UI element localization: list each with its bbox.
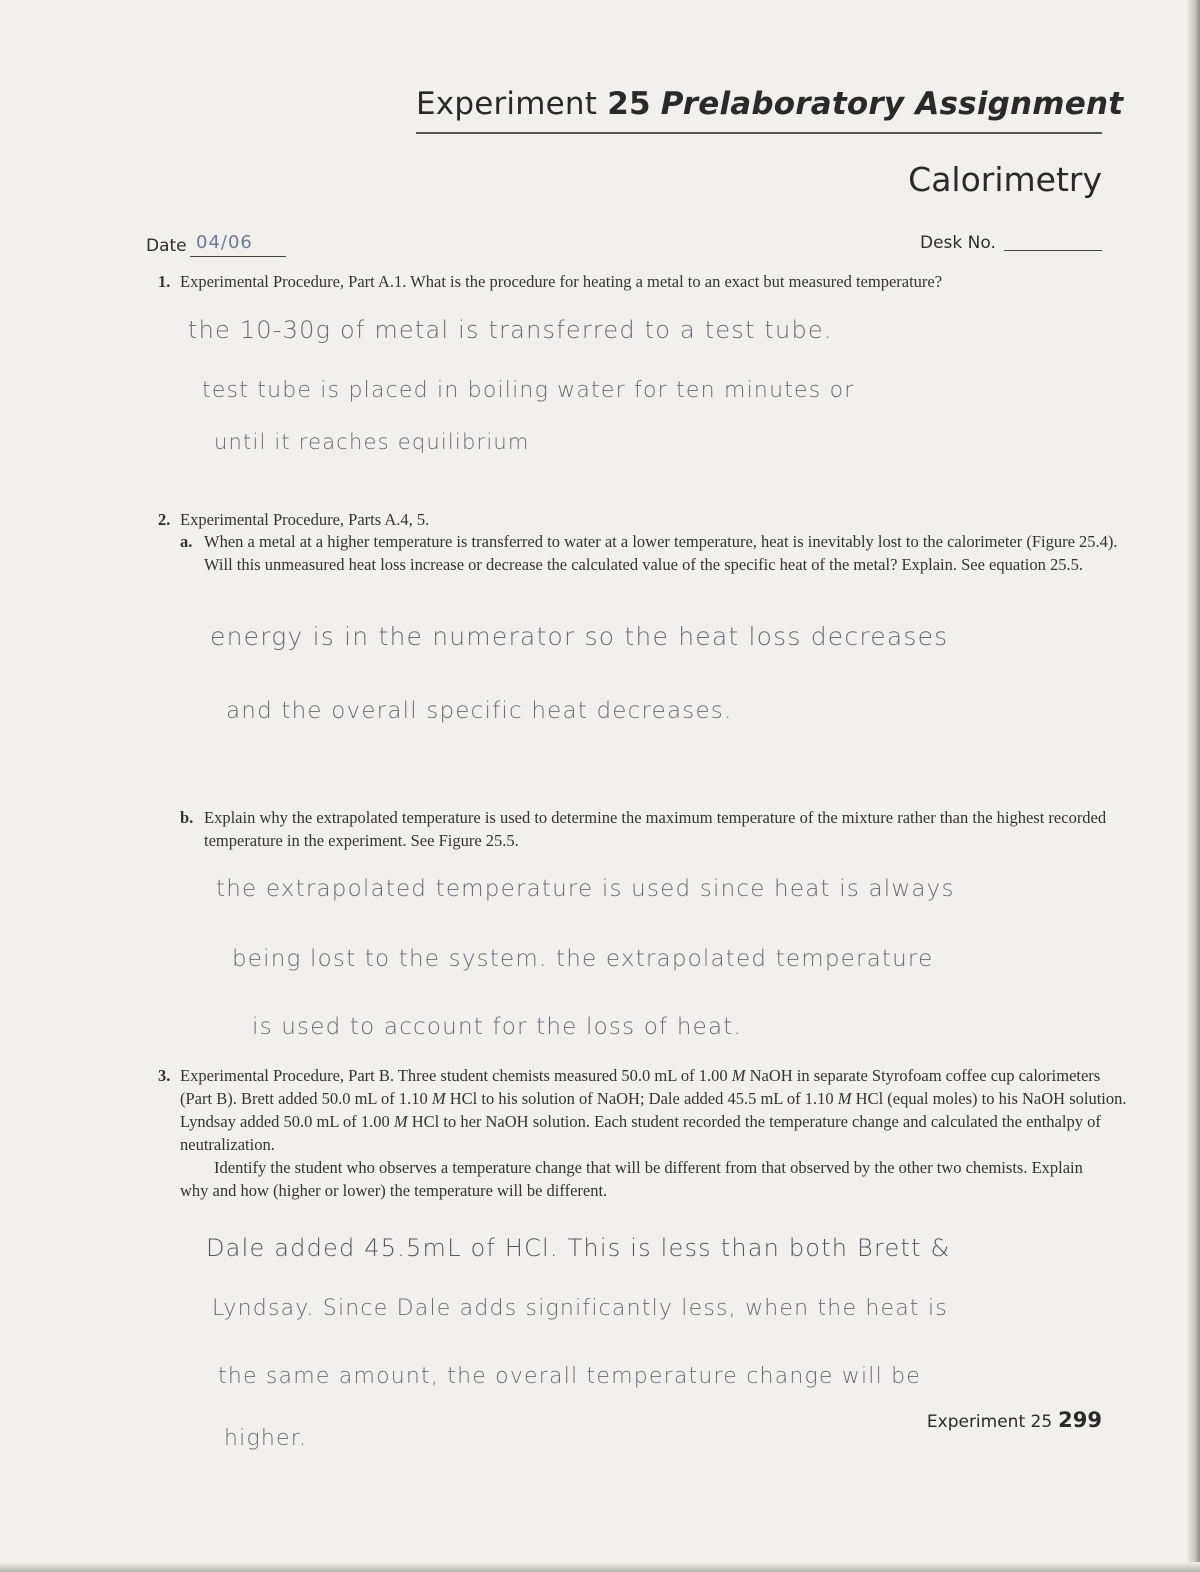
experiment-number: 25 — [607, 86, 651, 122]
question-2a-text: When a metal at a higher temperature is transferred to water at a lower temperature, heat is inevitably lost to the calorimeter (Figure 25.4). Will this unmeasured heat loss increase or decrease the calculated value of the specific heat of the metal? Explain. See equation 25.5. — [204, 532, 1118, 574]
experiment-word: Experiment — [416, 86, 598, 122]
page-title — [416, 86, 1123, 122]
page-footer — [927, 1408, 1102, 1432]
unit-molar-1: M — [731, 1066, 746, 1085]
question-2-text: Experimental Procedure, Parts A.4, 5. — [180, 510, 430, 529]
answer-2b-line-3: is used to account for the loss of heat. — [252, 1014, 743, 1040]
footer-label: Experiment 25 — [926, 1412, 1053, 1432]
question-1-text: Experimental Procedure, Part A.1. What is the procedure for heating a metal to an exact but measured temperature? — [180, 272, 943, 291]
question-3-text-5: HCl to her NaOH solution. Each student recorded the temperature change and calculated the enthalpy of neutralization. — [180, 1112, 1101, 1154]
page-bottom-shadow — [0, 1562, 1200, 1572]
answer-1-line-2: test tube is placed in boiling water for ten minutes or — [202, 378, 855, 403]
page-number: 299 — [1058, 1408, 1102, 1432]
unit-molar-4: M — [393, 1112, 408, 1131]
question-3-number: 3. — [158, 1066, 171, 1085]
answer-3-line-3: the same amount, the overall temperature change will be — [218, 1364, 922, 1389]
question-3-text-1: Experimental Procedure, Part B. Three student chemists measured 50.0 mL of 1.00 — [180, 1066, 732, 1085]
date-label: Date — [146, 236, 187, 256]
answer-1-line-1: the 10-30g of metal is transferred to a test tube. — [188, 316, 833, 344]
date-value: 04/06 — [196, 232, 253, 253]
answer-2a-line-1: energy is in the numerator so the heat loss decreases — [210, 622, 949, 651]
page-edge-shadow — [1186, 0, 1200, 1572]
answer-3-line-4: higher. — [224, 1426, 308, 1451]
date-underline — [190, 256, 286, 257]
question-2-number: 2. — [158, 510, 171, 529]
answer-3-line-1: Dale added 45.5mL of HCl. This is less than both Brett & — [206, 1234, 951, 1262]
question-2b-text: Explain why the extrapolated temperature is used to determine the maximum temperature of the mixture rather than the highest recorded temperature in the experiment. See Figure 25.5. — [204, 808, 1107, 850]
page-subtitle: Calorimetry — [908, 160, 1102, 199]
question-3-text-3: HCl to his solution of NaOH; Dale added 45.5 mL of 1.10 — [445, 1089, 838, 1108]
unit-molar-3: M — [837, 1089, 852, 1108]
desk-label: Desk No. — [920, 233, 996, 253]
answer-2b-line-1: the extrapolated temperature is used since heat is always — [216, 876, 955, 902]
question-2b — [180, 806, 1134, 852]
question-2b-label: b. — [180, 808, 194, 827]
answer-2b-line-2: being lost to the system. the extrapolated temperature — [232, 946, 934, 972]
answer-2a-line-2: and the overall specific heat decreases. — [226, 698, 733, 724]
question-1 — [158, 270, 1108, 293]
title-rule — [416, 132, 1102, 134]
assignment-title: Prelaboratory Assignment — [660, 86, 1124, 122]
question-3 — [158, 1064, 1130, 1156]
question-2a — [180, 530, 1134, 576]
answer-3-line-2: Lyndsay. Since Dale adds significantly less, when the heat is — [212, 1296, 948, 1321]
question-2 — [158, 508, 1108, 531]
unit-molar-2: M — [431, 1089, 446, 1108]
answer-1-line-3: until it reaches equilibrium — [214, 430, 530, 454]
question-3-identify: Identify the student who observes a temperature change that will be different from that observed by the other two chemists. Explain why and how (higher or lower) the temperature will be different. — [180, 1158, 1083, 1200]
question-1-number: 1. — [158, 272, 171, 291]
question-3-text-4: HCl (equal moles) to his NaOH solution. Lyndsay added 50.0 mL of 1.00 — [180, 1089, 1127, 1131]
desk-underline — [1004, 250, 1102, 251]
question-3-text-2: NaOH in separate Styrofoam coffee cup calorimeters (Part B). Brett added 50.0 mL of 1.10 — [180, 1066, 1101, 1108]
question-2a-label: a. — [180, 532, 193, 551]
